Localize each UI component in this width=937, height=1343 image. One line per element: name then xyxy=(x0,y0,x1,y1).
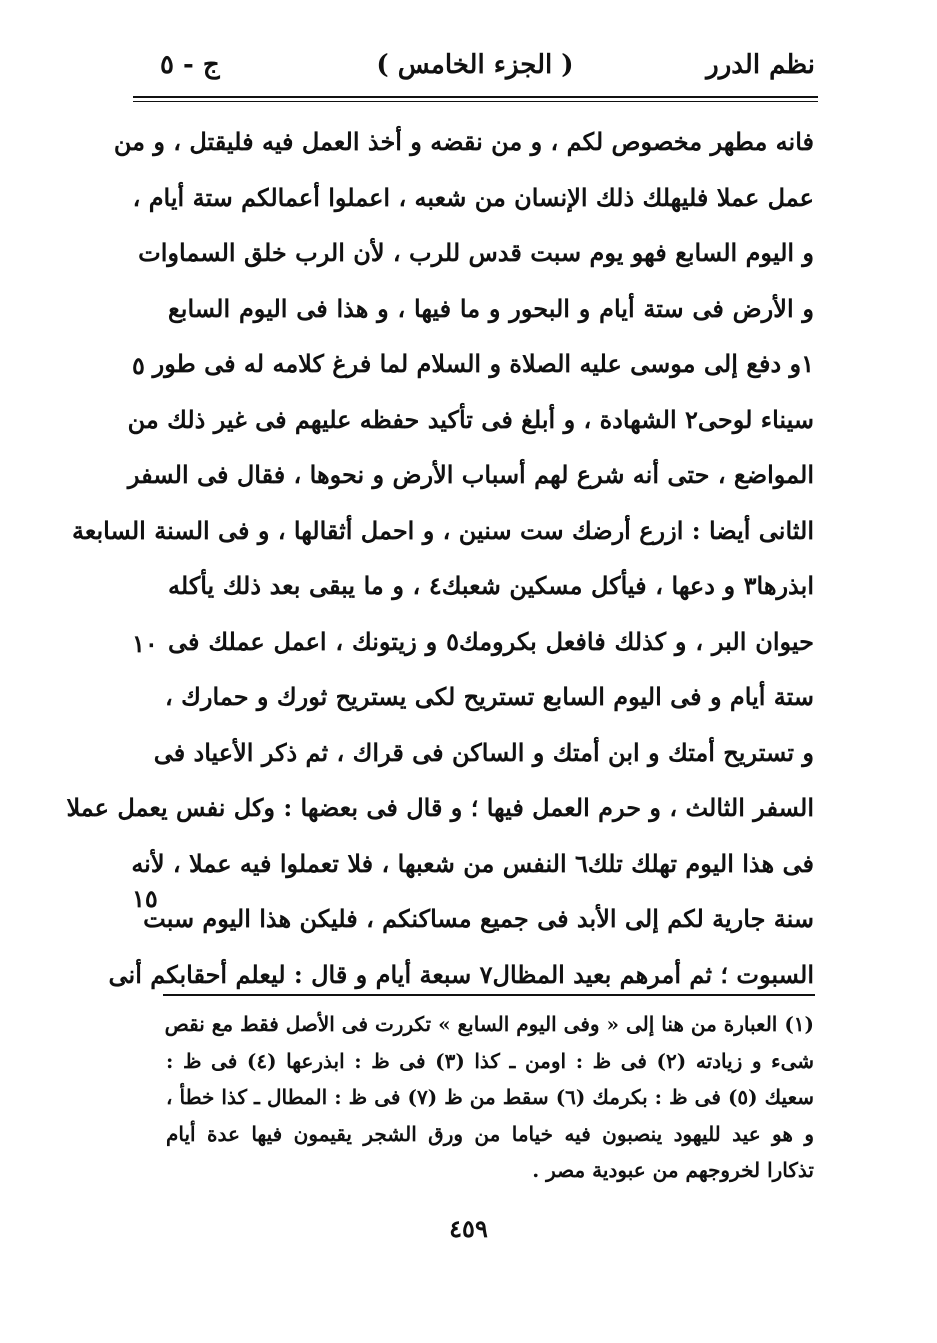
text-line: ابذرها٣ و دعها ، فيأكل مسكين شعبك٤ ، و ما يبقى بعد ذلك يأكله xyxy=(168,571,815,600)
page-number: ٤٥٩ xyxy=(449,1214,488,1243)
footnote-line: تذكارا لخروجهم من عبودية مصر . xyxy=(532,1158,814,1182)
text-line: السبوت ؛ ثم أمرهم بعيد المظال٧ سبعة أيام و قال : ليعلم أحقابكم أنى xyxy=(108,959,814,989)
text-line: المواضع ، حتى أنه شرع لهم أسباب الأرض و نحوها ، فقال فى السفر xyxy=(127,460,814,489)
text-line: سيناء لوحى٢ الشهادة ، و أبلغ فى تأكيد حفظه عليهم فى غير ذلك من xyxy=(127,404,814,434)
header-rule-thin xyxy=(133,101,818,102)
book-title: نظم الدرر xyxy=(706,50,815,80)
text-line: الثانى أيضا : ازرع أرضك ست سنين ، و احمل أثقالها ، و فى السنة السابعة xyxy=(72,515,814,545)
text-line: ١و دفع إلى موسى عليه الصلاة و السلام لما فرغ كلامه له فى طور xyxy=(152,349,814,378)
text-line: ستة أيام و فى اليوم السابع تستريح لكى يستريح ثورك و حمارك ، xyxy=(165,682,814,711)
text-line: و تستريح أمتك و ابن أمتك و الساكن فى قراك ، ثم ذكر الأعياد فى xyxy=(153,737,814,767)
text-line: و اليوم السابع فهو يوم سبت قدس للرب ، لأن الرب خلق السماوات xyxy=(138,238,814,267)
running-header xyxy=(135,50,815,94)
text-line: السفر الثالث ، و حرم العمل فيها ؛ و قال فى بعضها : وكل نفس يعمل عملا xyxy=(66,793,814,822)
text-line: حيوان البر ، و كذلك فافعل بكرومك٥ و زيتونك ، اعمل عملك فى xyxy=(168,626,814,656)
volume-label: ج - ٥ xyxy=(160,50,220,80)
footnotes xyxy=(166,1006,814,1189)
part-title: ( الجزء الخامس ) xyxy=(376,50,574,80)
text-line: عمل عملا فليهلك ذلك الإنسان من شعبه ، اعملوا أعمالكم ستة أيام ، xyxy=(132,182,814,212)
footnote-line: (١) العبارة من هنا إلى « وفى اليوم السابع » تكررت فى الأصل فقط مع نقص xyxy=(164,1012,814,1036)
footnote-line: سعيك (٥) فى ظ : بكرمك (٦) سقط من ظ (٧) فى ظ : المطال ـ كذا خطأ ، xyxy=(166,1085,814,1109)
text-line: و الأرض فى ستة أيام و البحور و ما فيها ، و هذا فى اليوم السابع xyxy=(168,293,814,323)
text-line: سنة جارية لكم إلى الأبد فى جميع مساكنكم ، فليكن هذا اليوم سبت xyxy=(143,904,814,933)
line-number-10: ١٠ xyxy=(132,629,158,658)
text-line: فى هذا اليوم تهلك تلك٦ النفس من شعبها ، فلا تعملوا فيه عملا ، لأنه xyxy=(131,848,814,878)
footnote-line: شىء و زيادته (٢) فى ظ : اومن ـ كذا (٣) فى ظ : ابذرعها (٤) فى ظ : xyxy=(166,1048,814,1073)
text-line: فانه مطهر مخصوص لكم ، و من نقضه و أخذ العمل فيه فليقتل ، و من xyxy=(113,127,814,156)
line-number-5: ٥ xyxy=(132,351,145,380)
header-rule-thick xyxy=(133,96,818,98)
footnote-line: و هو عيد لليهود ينصبون فيه خياما من ورق الشجر يقيمون فيها عدة أيام xyxy=(166,1121,814,1146)
footnote-separator xyxy=(163,994,815,996)
line-number-15: ١٥ xyxy=(132,884,158,913)
